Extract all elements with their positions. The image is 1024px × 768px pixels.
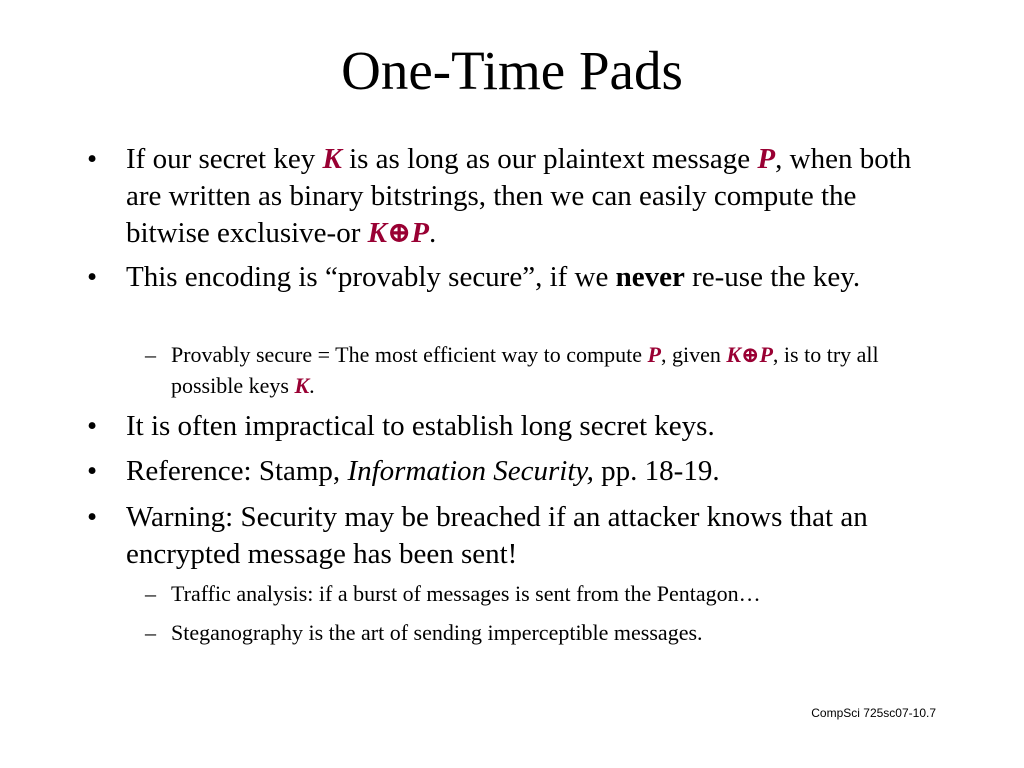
variable-k-xor-p: K⊕P bbox=[726, 342, 773, 367]
emphasis-never: never bbox=[615, 261, 685, 293]
text: , is to try all possible keys bbox=[171, 342, 879, 398]
bullet-warning bbox=[87, 499, 926, 573]
variable-k: K bbox=[322, 143, 342, 175]
text: re-use the key. bbox=[684, 261, 861, 293]
text: Provably secure = The most efficient way to compute bbox=[171, 342, 648, 367]
slide-footer: CompSci 725sc07-10.7 bbox=[811, 706, 936, 720]
text: This encoding is “provably secure”, if we bbox=[126, 261, 616, 293]
book-title: Information Security, bbox=[347, 455, 594, 487]
text: . bbox=[428, 217, 437, 249]
dash-marker: – bbox=[145, 581, 156, 606]
text: If our secret key bbox=[126, 143, 323, 175]
text: It is often impractical to establish long secret keys. bbox=[126, 410, 715, 442]
text: Reference: Stamp, bbox=[126, 455, 348, 487]
text: , when both are written as binary bitstrings, then we can easily compute the bitwise exclusive-or bbox=[126, 143, 912, 249]
text: pp. 18-19. bbox=[593, 455, 720, 487]
variable-p: P bbox=[757, 143, 776, 175]
bullet-impractical-keys bbox=[87, 408, 926, 445]
slide-title: One-Time Pads bbox=[341, 40, 683, 101]
dash-marker: – bbox=[145, 342, 156, 367]
text: Warning: Security may be breached if an attacker knows that an encrypted message has been sent! bbox=[126, 501, 868, 570]
bullet-provably-secure bbox=[87, 259, 926, 296]
bullet-reference bbox=[87, 453, 926, 490]
bullet-marker: • bbox=[87, 455, 98, 487]
bullet-marker: • bbox=[87, 143, 98, 175]
text: is as long as our plaintext message bbox=[341, 143, 758, 175]
bullet-marker: • bbox=[87, 501, 98, 533]
text: Steganography is the art of sending imperceptible messages. bbox=[171, 620, 703, 645]
bullet-marker: • bbox=[87, 261, 98, 293]
bullet-marker: • bbox=[87, 410, 98, 442]
text: . bbox=[309, 373, 315, 398]
dash-marker: – bbox=[145, 620, 156, 645]
subbullet-provably-secure-definition bbox=[145, 339, 931, 401]
text: , given bbox=[660, 342, 727, 367]
variable-p: P bbox=[647, 342, 661, 367]
variable-k: K bbox=[294, 373, 310, 398]
variable-k-xor-p: K⊕P bbox=[367, 217, 429, 249]
bullet-key-length bbox=[87, 141, 926, 252]
subbullet-traffic-analysis bbox=[145, 578, 931, 609]
subbullet-steganography bbox=[145, 617, 931, 648]
text: Traffic analysis: if a burst of messages is sent from the Pentagon… bbox=[171, 581, 761, 606]
